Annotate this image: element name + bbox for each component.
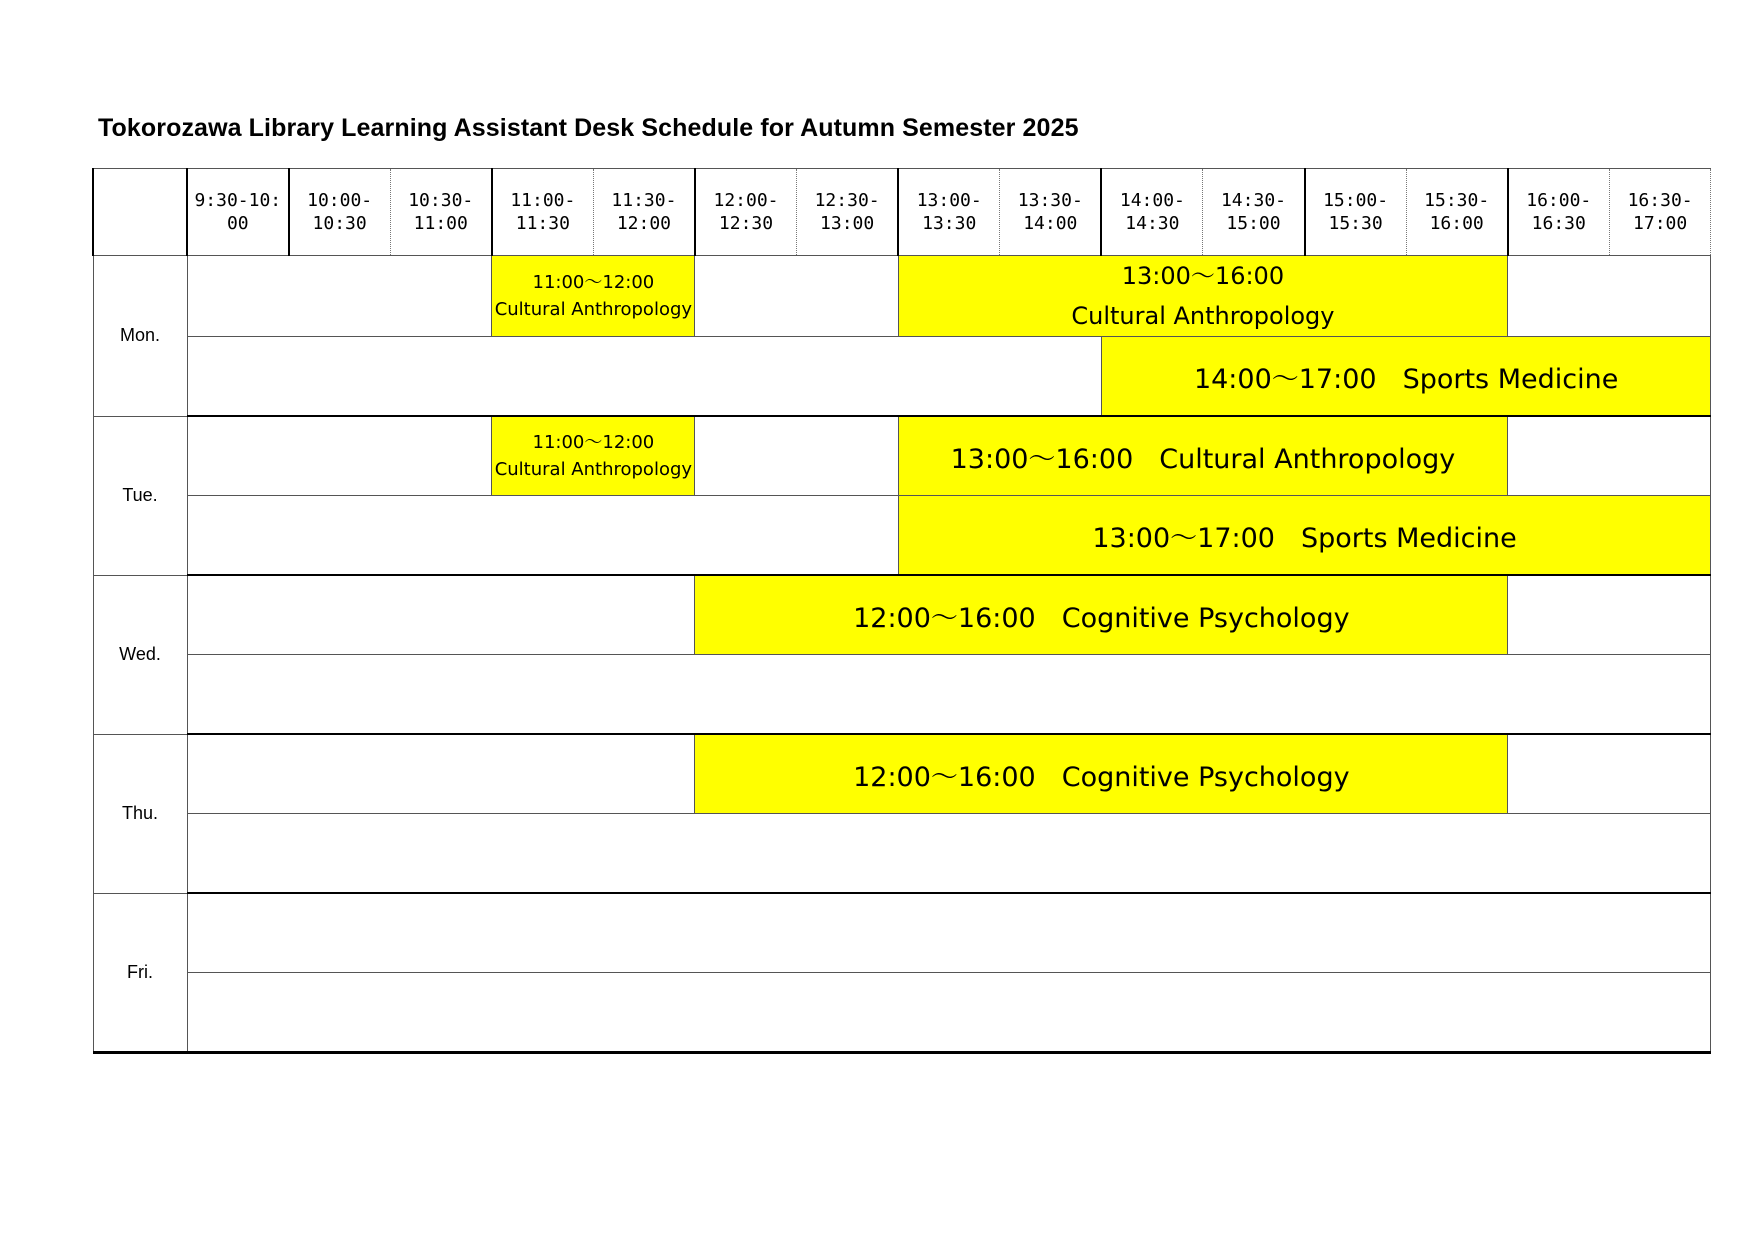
empty-cell xyxy=(695,256,898,337)
mon-row-2 xyxy=(93,337,1711,417)
empty-cell xyxy=(187,256,492,337)
wed-row-2 xyxy=(93,655,1711,735)
day-label-mon: Mon. xyxy=(93,256,187,417)
time-slot-1230: 12:30- 13:00 xyxy=(797,169,899,256)
time-slot-1430: 14:30- 15:00 xyxy=(1203,169,1305,256)
empty-cell xyxy=(695,416,898,496)
day-label-wed: Wed. xyxy=(93,575,187,734)
time-slot-1300: 13:00- 13:30 xyxy=(898,169,1000,256)
mon-row-1 xyxy=(93,256,1711,337)
event-tue-sports-medicine: 13:00〜17:00 Sports Medicine xyxy=(898,496,1711,576)
page-title: Tokorozawa Library Learning Assistant Desk Schedule for Autumn Semester 2025 xyxy=(98,114,1079,142)
time-slot-1330: 13:30- 14:00 xyxy=(1000,169,1102,256)
event-wed-cognitive-psychology: 12:00〜16:00 Cognitive Psychology xyxy=(695,575,1508,655)
time-slot-1530: 15:30- 16:00 xyxy=(1406,169,1508,256)
empty-cell xyxy=(1508,575,1711,655)
time-slot-1630: 16:30- 17:00 xyxy=(1609,169,1711,256)
time-slot-0930: 9:30-10: 00 xyxy=(187,169,289,256)
time-slot-1130: 11:30- 12:00 xyxy=(593,169,695,256)
corner-cell xyxy=(93,169,187,256)
fri-row-1 xyxy=(93,893,1711,973)
empty-cell xyxy=(187,496,898,576)
empty-cell xyxy=(187,575,695,655)
empty-cell xyxy=(187,893,1711,973)
empty-cell xyxy=(187,814,1711,894)
empty-cell xyxy=(187,973,1711,1053)
empty-cell xyxy=(1508,416,1711,496)
time-slot-1500: 15:00- 15:30 xyxy=(1305,169,1407,256)
day-label-tue: Tue. xyxy=(93,416,187,575)
day-label-fri: Fri. xyxy=(93,893,187,1053)
schedule-table xyxy=(92,168,1711,1054)
tue-row-1 xyxy=(93,416,1711,496)
event-tue-cultural-anthropology-short: 11:00〜12:00 Cultural Anthropology xyxy=(492,416,695,496)
event-mon-sports-medicine: 14:00〜17:00 Sports Medicine xyxy=(1101,337,1711,417)
day-label-thu: Thu. xyxy=(93,734,187,893)
empty-cell xyxy=(187,416,492,496)
thu-row-2 xyxy=(93,814,1711,894)
wed-row-1 xyxy=(93,575,1711,655)
time-slot-1030: 10:30- 11:00 xyxy=(390,169,492,256)
empty-cell xyxy=(1508,256,1711,337)
time-slot-1600: 16:00- 16:30 xyxy=(1508,169,1610,256)
thu-row-1 xyxy=(93,734,1711,814)
event-tue-cultural-anthropology-long: 13:00〜16:00 Cultural Anthropology xyxy=(898,416,1508,496)
time-slot-1400: 14:00- 14:30 xyxy=(1101,169,1203,256)
fri-row-2 xyxy=(93,973,1711,1053)
empty-cell xyxy=(1508,734,1711,814)
event-mon-cultural-anthropology-long: 13:00〜16:00 Cultural Anthropology xyxy=(898,256,1508,337)
empty-cell xyxy=(187,337,1101,417)
event-thu-cognitive-psychology: 12:00〜16:00 Cognitive Psychology xyxy=(695,734,1508,814)
empty-cell xyxy=(187,734,695,814)
header-row xyxy=(93,169,1711,256)
time-slot-1100: 11:00- 11:30 xyxy=(492,169,594,256)
event-mon-cultural-anthropology-short: 11:00〜12:00 Cultural Anthropology xyxy=(492,256,695,337)
time-slot-1000: 10:00- 10:30 xyxy=(289,169,391,256)
time-slot-1200: 12:00- 12:30 xyxy=(695,169,797,256)
tue-row-2 xyxy=(93,496,1711,576)
empty-cell xyxy=(187,655,1711,735)
